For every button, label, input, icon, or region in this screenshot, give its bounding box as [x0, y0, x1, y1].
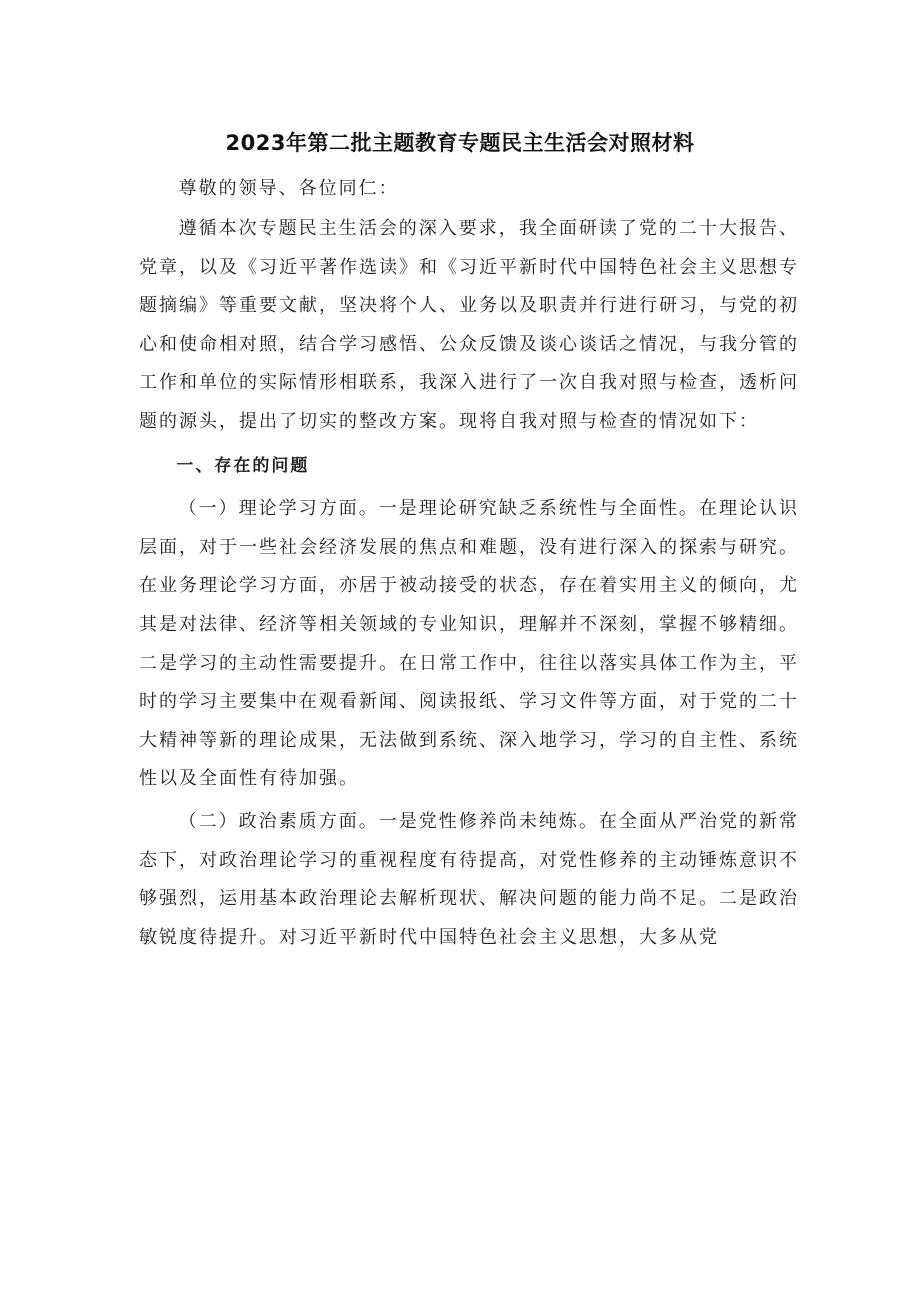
paragraph-theory-study: （一）理论学习方面。一是理论研究缺乏系统性与全面性。在理论认识层面，对于一些社会经济发展的焦点和难题，没有进行深入的探索与研究。在业务理论学习方面，亦居于被动接受的状态，存在着实用主义的倾向，尤其是对法律、经济等相关领域的专业知识，理解并不深刻，掌握不够精细。二是学习的主动性需要提升。在日常工作中，往往以落实具体工作为主，平时的学习主要集中在观看新闻、阅读报纸、学习文件等方面，对于党的二十大精神等新的理论成果，无法做到系统、深入地学习，学习的自主性、系统性以及全面性有待加强。 — [139, 498, 799, 790]
greeting: 尊敬的领导、各位同仁： — [178, 178, 399, 199]
document-body — [139, 170, 799, 961]
section-heading: 一、存在的问题 — [176, 455, 310, 476]
document-title: 2023年第二批主题教育专题民主生活会对照材料 — [225, 131, 695, 155]
paragraph-political-quality: （二）政治素质方面。一是党性修养尚未纯炼。在全面从严治党的新常态下，对政治理论学习的重视程度有待提高，对党性修养的主动锤炼意识不够强烈，运用基本政治理论去解析现状、解决问题的能力尚不足。二是政治敏锐度待提升。对习近平新时代中国特色社会主义思想，大多从党 — [139, 811, 799, 948]
intro-paragraph: 遵循本次专题民主生活会的深入要求，我全面研读了党的二十大报告、党章，以及《习近平著作选读》和《习近平新时代中国特色社会主义思想专题摘编》等重要文献，坚决将个人、业务以及职责并行进行研习，与党的初心和使命相对照，结合学习感悟、公众反馈及谈心谈话之情况，与我分管的工作和单位的实际情形相联系，我深入进行了一次自我对照与检查，透析问题的源头，提出了切实的整改方案。现将自我对照与检查的情况如下： — [139, 218, 799, 433]
